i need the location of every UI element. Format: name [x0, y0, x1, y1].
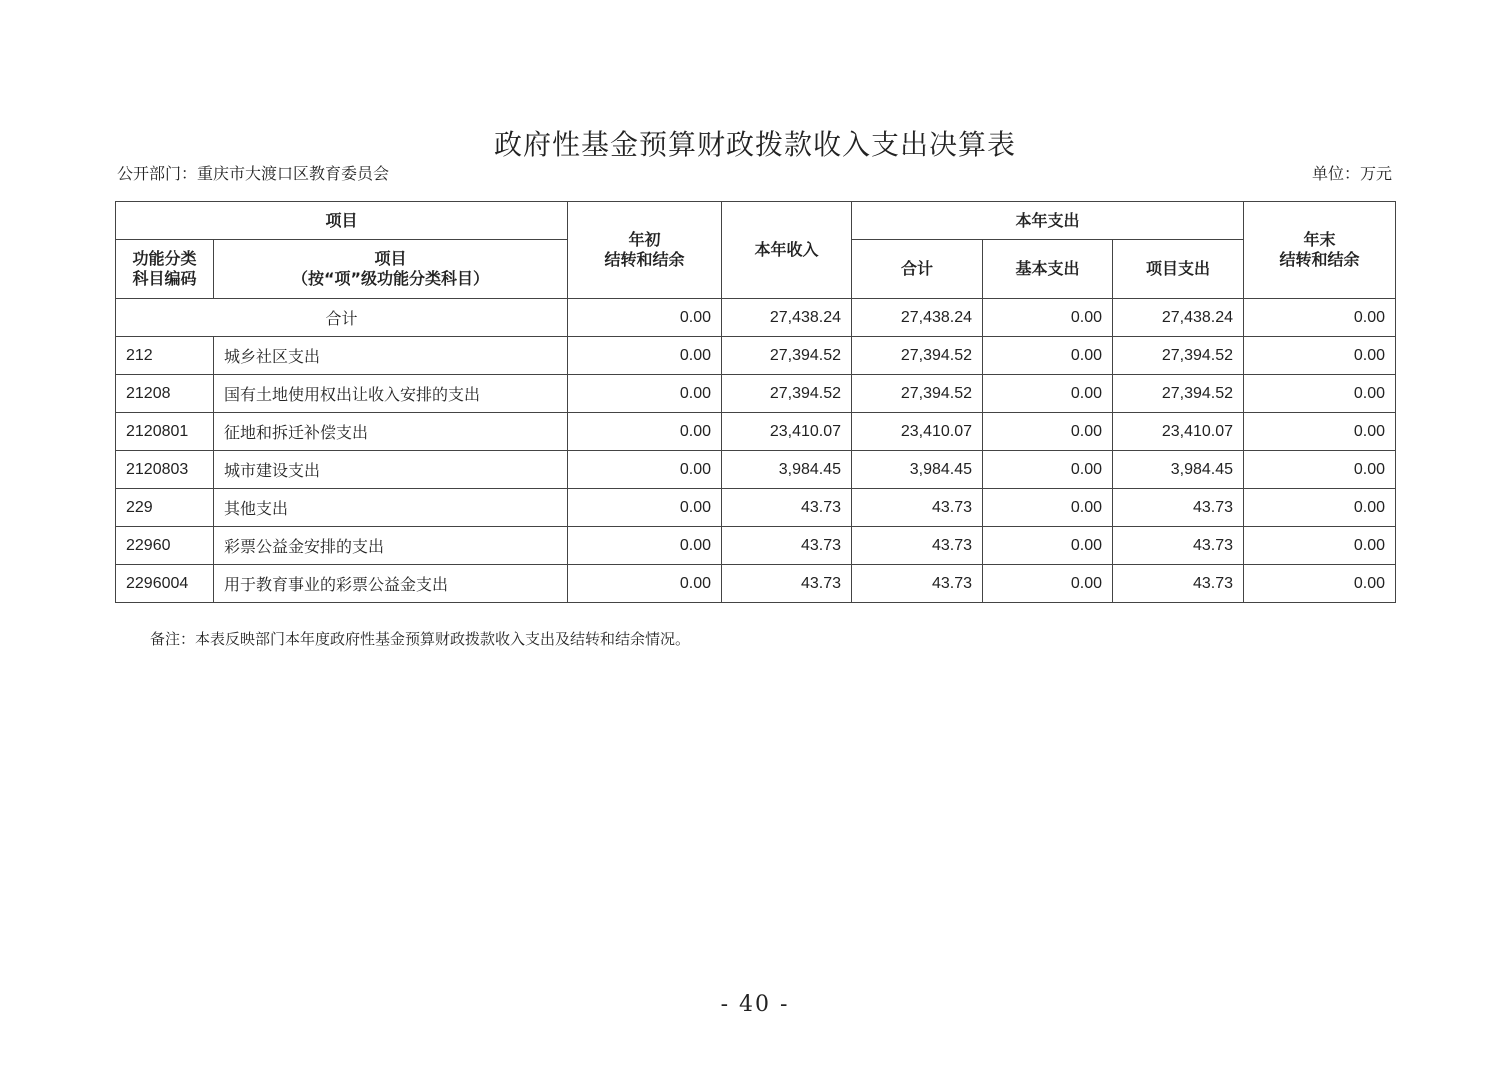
row-code: 21208 [116, 375, 214, 413]
budget-table [115, 201, 1396, 603]
row-income: 3,984.45 [722, 451, 852, 489]
row-exp-basic: 0.00 [983, 489, 1113, 527]
table-row [116, 565, 1396, 603]
row-begin: 0.00 [568, 565, 722, 603]
unit-label: 单位：万元 [1311, 164, 1392, 183]
row-code: 212 [116, 337, 214, 375]
total-exp-total: 27,438.24 [852, 299, 983, 337]
row-exp-basic: 0.00 [983, 527, 1113, 565]
row-code: 2120803 [116, 451, 214, 489]
row-exp-project: 23,410.07 [1113, 413, 1244, 451]
page-number: - 40 - [720, 992, 790, 1017]
header-begin-balance [568, 202, 722, 299]
row-exp-basic: 0.00 [983, 451, 1113, 489]
row-income: 43.73 [722, 489, 852, 527]
row-code: 2296004 [116, 565, 214, 603]
header-exp-basic: 基本支出 [983, 240, 1113, 299]
row-begin: 0.00 [568, 413, 722, 451]
header-expense-group: 本年支出 [852, 202, 1244, 240]
total-begin: 0.00 [568, 299, 722, 337]
row-income: 23,410.07 [722, 413, 852, 451]
header-code-line2: 科目编码 [132, 269, 197, 288]
row-begin: 0.00 [568, 337, 722, 375]
header-code [116, 240, 214, 299]
header-item-name-line2: （按“项”级功能分类科目） [291, 269, 490, 288]
header-code-line1: 功能分类 [132, 249, 197, 268]
header-exp-project: 项目支出 [1113, 240, 1244, 299]
total-label: 合计 [116, 299, 568, 337]
row-exp-basic: 0.00 [983, 337, 1113, 375]
table-row [116, 451, 1396, 489]
table-row [116, 337, 1396, 375]
total-end: 0.00 [1244, 299, 1396, 337]
table-row [116, 527, 1396, 565]
footnote: 备注：本表反映部门本年度政府性基金预算财政拨款收入支出及结转和结余情况。 [150, 630, 691, 648]
row-exp-project: 43.73 [1113, 565, 1244, 603]
total-exp-basic: 0.00 [983, 299, 1113, 337]
row-end: 0.00 [1244, 451, 1396, 489]
row-name: 国有土地使用权出让收入安排的支出 [214, 375, 568, 413]
row-name: 城乡社区支出 [214, 337, 568, 375]
row-begin: 0.00 [568, 451, 722, 489]
row-exp-project: 43.73 [1113, 489, 1244, 527]
header-end-line1: 年末 [1303, 230, 1336, 249]
row-code: 229 [116, 489, 214, 527]
row-exp-project: 3,984.45 [1113, 451, 1244, 489]
header-income: 本年收入 [722, 202, 852, 299]
row-income: 43.73 [722, 527, 852, 565]
row-end: 0.00 [1244, 413, 1396, 451]
row-exp-total: 3,984.45 [852, 451, 983, 489]
department-label: 公开部门：重庆市大渡口区教育委员会 [117, 164, 390, 183]
row-exp-total: 23,410.07 [852, 413, 983, 451]
row-exp-basic: 0.00 [983, 565, 1113, 603]
row-name: 彩票公益金安排的支出 [214, 527, 568, 565]
header-exp-total: 合计 [852, 240, 983, 299]
row-exp-basic: 0.00 [983, 413, 1113, 451]
row-code: 22960 [116, 527, 214, 565]
row-code: 2120801 [116, 413, 214, 451]
row-begin: 0.00 [568, 375, 722, 413]
header-end-balance [1244, 202, 1396, 299]
row-end: 0.00 [1244, 375, 1396, 413]
row-exp-project: 43.73 [1113, 527, 1244, 565]
row-income: 27,394.52 [722, 375, 852, 413]
header-item-name [214, 240, 568, 299]
page-title: 政府性基金预算财政拨款收入支出决算表 [493, 128, 1016, 161]
row-name: 其他支出 [214, 489, 568, 527]
header-begin-line1: 年初 [628, 230, 661, 249]
table-row [116, 375, 1396, 413]
row-begin: 0.00 [568, 489, 722, 527]
row-income: 27,394.52 [722, 337, 852, 375]
row-end: 0.00 [1244, 337, 1396, 375]
row-name: 用于教育事业的彩票公益金支出 [214, 565, 568, 603]
row-end: 0.00 [1244, 527, 1396, 565]
total-row [116, 299, 1396, 337]
row-exp-total: 27,394.52 [852, 375, 983, 413]
row-name: 城市建设支出 [214, 451, 568, 489]
row-exp-project: 27,394.52 [1113, 375, 1244, 413]
row-name: 征地和拆迁补偿支出 [214, 413, 568, 451]
row-end: 0.00 [1244, 565, 1396, 603]
total-income: 27,438.24 [722, 299, 852, 337]
header-item-group: 项目 [116, 202, 568, 240]
total-exp-project: 27,438.24 [1113, 299, 1244, 337]
row-begin: 0.00 [568, 527, 722, 565]
header-begin-line2: 结转和结余 [604, 250, 685, 269]
row-income: 43.73 [722, 565, 852, 603]
header-item-name-line1: 项目 [374, 249, 407, 268]
header-end-line2: 结转和结余 [1279, 250, 1360, 269]
row-exp-total: 43.73 [852, 527, 983, 565]
row-exp-total: 27,394.52 [852, 337, 983, 375]
row-exp-basic: 0.00 [983, 375, 1113, 413]
row-exp-total: 43.73 [852, 565, 983, 603]
row-exp-project: 27,394.52 [1113, 337, 1244, 375]
row-end: 0.00 [1244, 489, 1396, 527]
row-exp-total: 43.73 [852, 489, 983, 527]
table-row [116, 413, 1396, 451]
table-row [116, 489, 1396, 527]
